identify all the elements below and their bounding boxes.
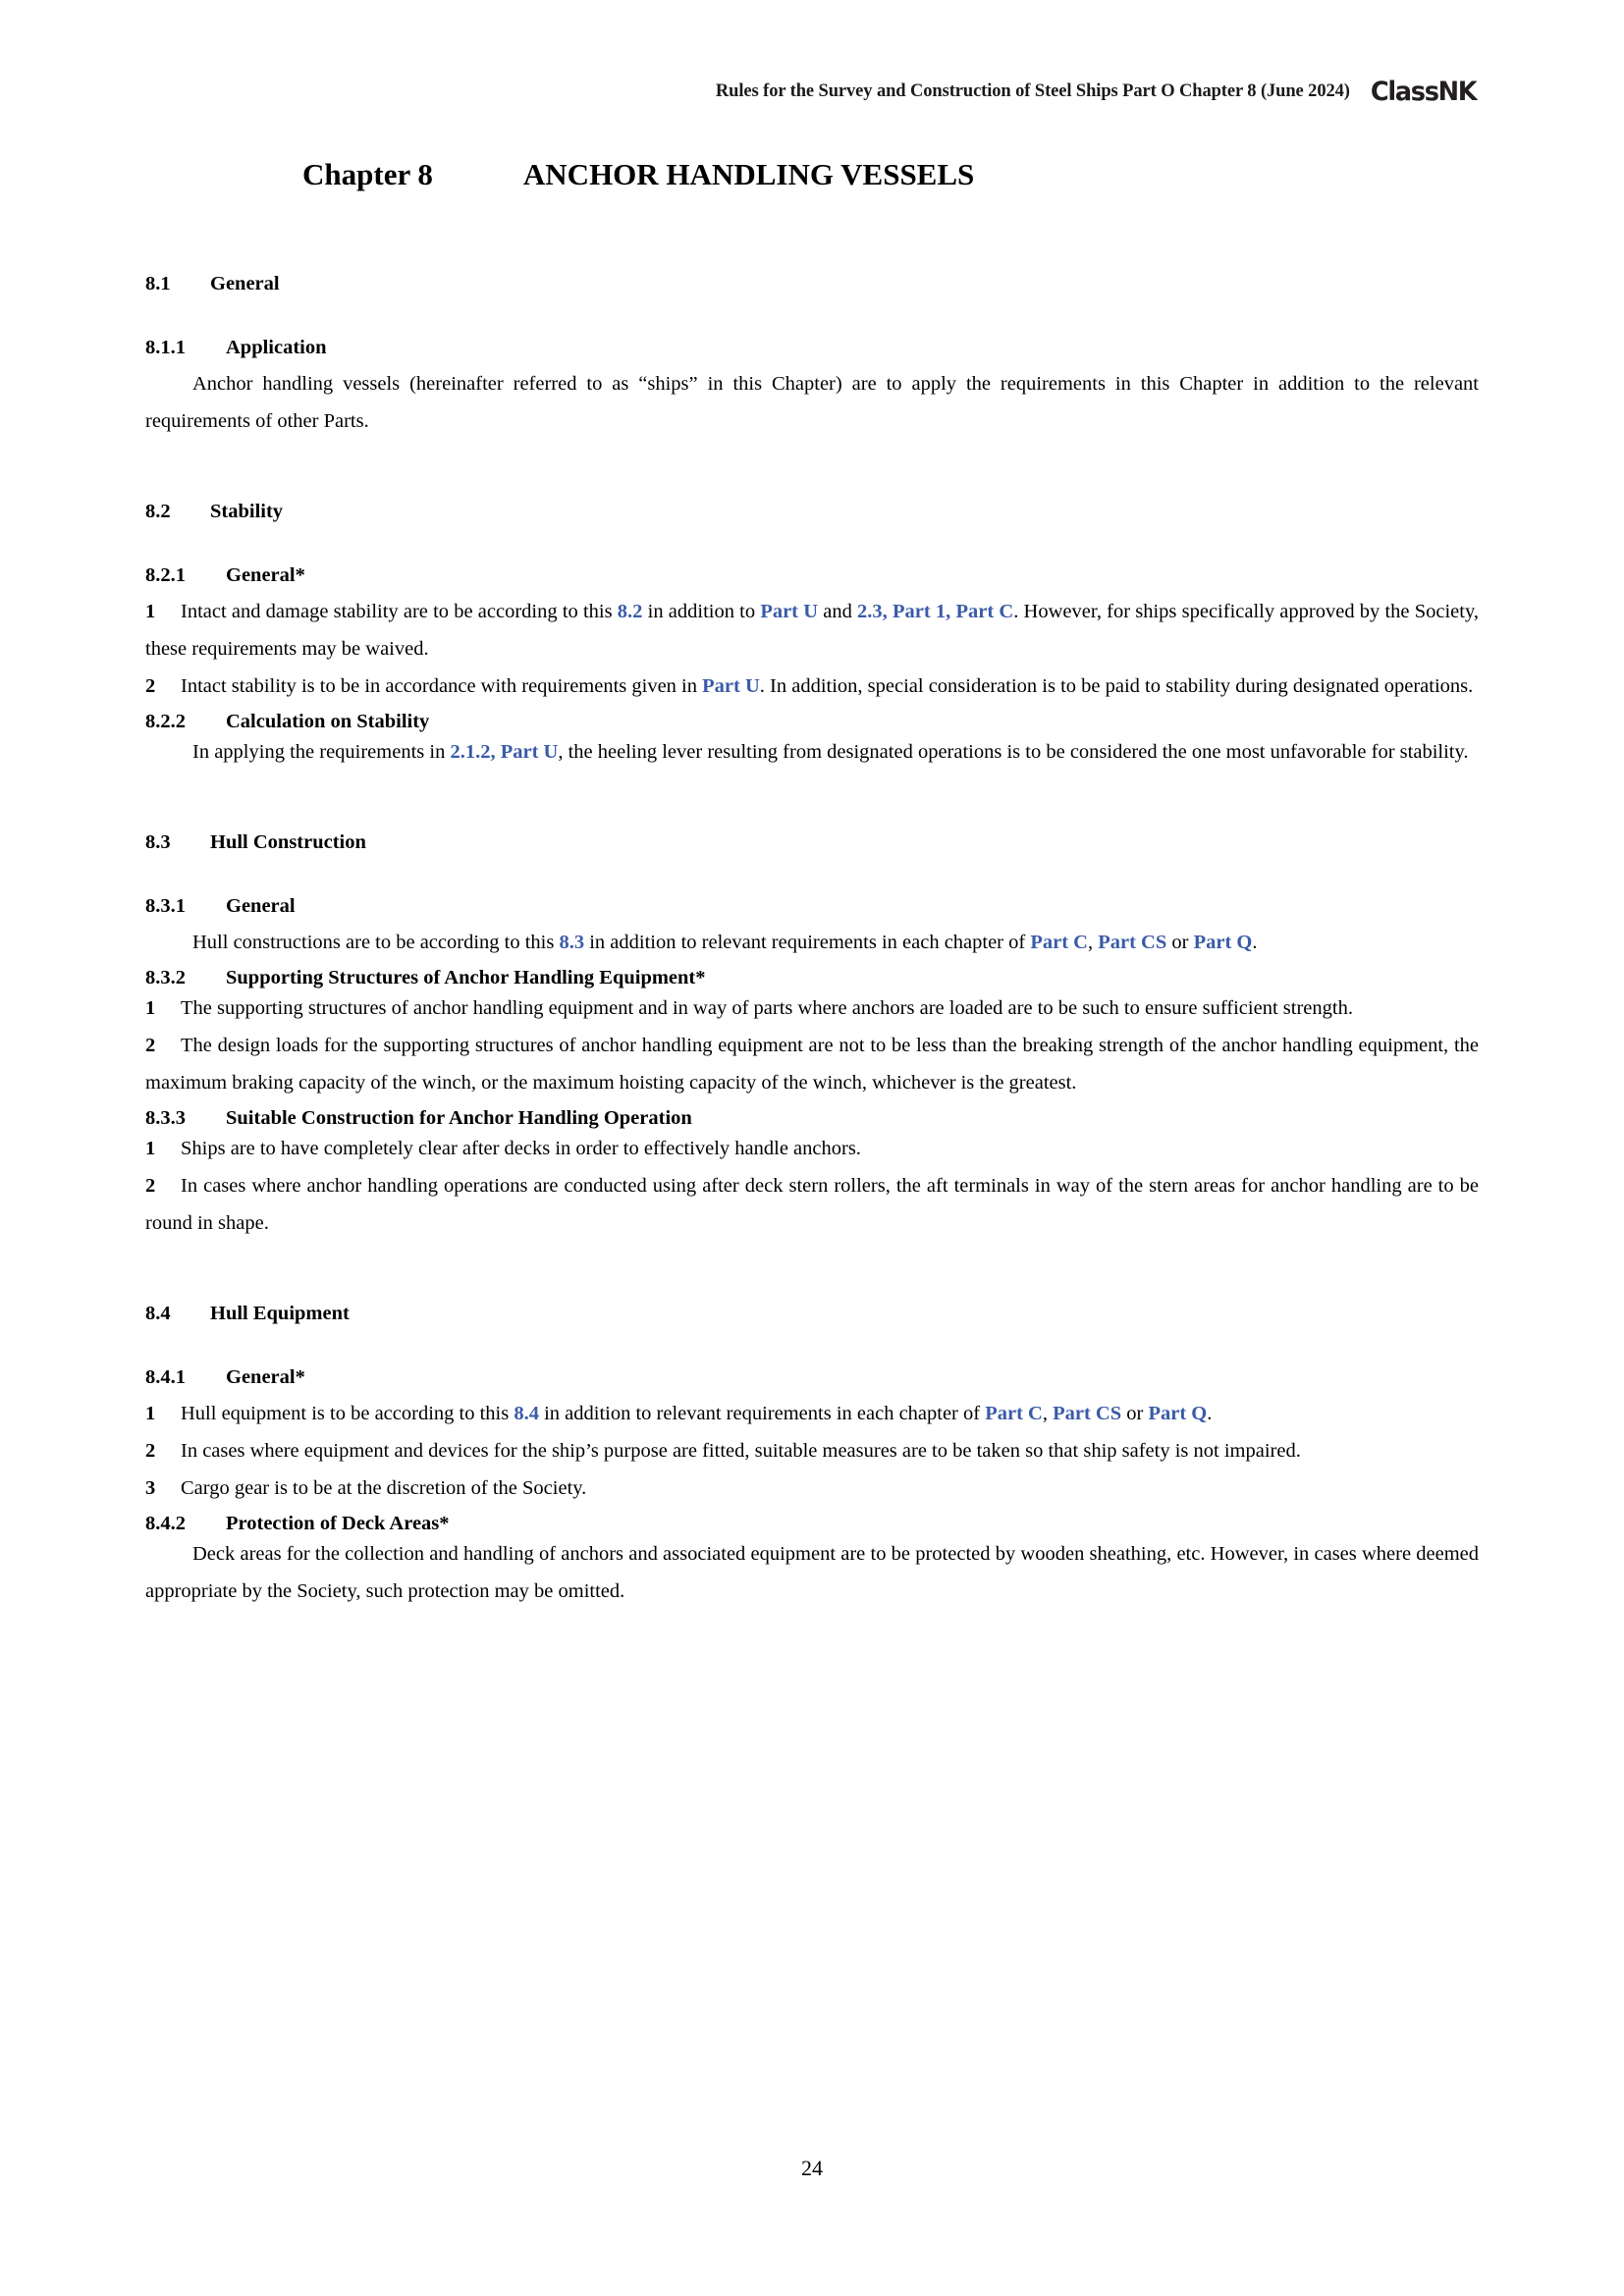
section-heading-8-3 <box>145 831 1479 854</box>
section-title: General* <box>226 1366 305 1388</box>
section-number: 8.4.2 <box>145 1513 186 1534</box>
section-number: 8.2.1 <box>145 564 186 586</box>
paragraph-text: The supporting structures of anchor handling equipment and in way of parts where anchors are loaded are to be such to ensure sufficient strength. <box>181 997 1353 1019</box>
paragraph-text: , <box>1042 1403 1054 1424</box>
paragraph-text: . <box>1207 1403 1213 1424</box>
paragraph-text: In cases where anchor handling operations are conducted using after deck stern rollers, the aft terminals in way of the stern areas for anchor handling are to be round in shape. <box>145 1175 1479 1234</box>
chapter-name: ANCHOR HANDLING VESSELS <box>522 157 975 191</box>
section-number: 8.3.1 <box>145 895 186 917</box>
paragraph-8-1-1-body: Anchor handling vessels (hereinafter referred to as “ships” in this Chapter) are to apply the requirements in this Chapter in addition to the relevant requirements of other Parts. <box>145 373 1479 432</box>
paragraph-number: 1 <box>145 997 156 1019</box>
section-title: General <box>226 895 296 917</box>
cross-reference-link[interactable]: Part U <box>760 601 819 622</box>
classnk-logo: ClassNK <box>1370 77 1477 107</box>
cross-reference-link[interactable]: Part C <box>985 1403 1043 1424</box>
section-title: Protection of Deck Areas* <box>226 1513 450 1534</box>
section-heading-8-3-1 <box>145 895 1479 918</box>
paragraph-number: 2 <box>145 675 156 697</box>
paragraph-8-4-2-body: Deck areas for the collection and handling of anchors and associated equipment are to be protected by wooden sheathing, etc. However, in cases where deemed appropriate by the Society, such protection may be omitted. <box>145 1543 1479 1602</box>
section-title: General* <box>226 564 305 586</box>
paragraph-8-3-1-body <box>145 924 1479 961</box>
paragraph-number: 2 <box>145 1175 156 1197</box>
cross-reference-link[interactable]: Part Q <box>1193 932 1253 953</box>
section-heading-8-4-1 <box>145 1366 1479 1389</box>
paragraph-8-3-2-1 <box>145 989 1479 1027</box>
paragraph-text: Intact stability is to be in accordance with requirements given in <box>181 675 703 697</box>
section-heading-8-2-1 <box>145 564 1479 587</box>
paragraph-text: In applying the requirements in <box>192 741 451 763</box>
paragraph-text: The design loads for the supporting structures of anchor handling equipment are not to be less than the breaking strength of the anchor handling equipment, the maximum braking capacity of the winch, or the maximum hoisting capacity of the winch, whichever is the greatest. <box>145 1035 1479 1094</box>
paragraph-number: 2 <box>145 1035 156 1056</box>
paragraph-8-2-1-2 <box>145 667 1479 705</box>
cross-reference-link[interactable]: Part CS <box>1098 932 1167 953</box>
section-number: 8.2.2 <box>145 711 186 732</box>
paragraph-8-3-3-1 <box>145 1130 1479 1167</box>
section-number: 8.1 <box>145 273 171 294</box>
paragraph-text: Intact and damage stability are to be according to this <box>181 601 618 622</box>
paragraph-8-2-1-1 <box>145 593 1479 667</box>
paragraph-number: 3 <box>145 1477 156 1499</box>
paragraph-text: . <box>1252 932 1258 953</box>
paragraph-8-3-2-2 <box>145 1027 1479 1101</box>
running-header-text: Rules for the Survey and Construction of Steel Ships Part O Chapter 8 (June 2024) <box>715 81 1350 101</box>
section-heading-8-2-2 <box>145 711 1479 733</box>
paragraph-8-3-3-2 <box>145 1167 1479 1242</box>
section-heading-8-4 <box>145 1303 1479 1325</box>
section-number: 8.4 <box>145 1303 171 1324</box>
paragraph-text: in addition to relevant requirements in each chapter of <box>584 932 1031 953</box>
document-content <box>145 0 1479 1610</box>
cross-reference-link[interactable]: Part CS <box>1053 1403 1122 1424</box>
paragraph-text: Hull constructions are to be according to this <box>192 932 560 953</box>
section-title: Calculation on Stability <box>226 711 430 732</box>
paragraph-text: In cases where equipment and devices for the ship’s purpose are fitted, suitable measures are to be taken so that ship safety is not impaired. <box>181 1440 1301 1462</box>
section-number: 8.1.1 <box>145 337 186 358</box>
paragraph-text: and <box>818 601 858 622</box>
section-number: 8.3 <box>145 831 171 853</box>
cross-reference-link[interactable]: 8.2 <box>617 601 643 622</box>
paragraph-text: . However, for ships specifically approved by the Society, these requirements may be waived. <box>145 601 1480 660</box>
paragraph-text: . In addition, special consideration is to be paid to stability during designated operations. <box>759 675 1474 697</box>
cross-reference-link[interactable]: 8.4 <box>514 1403 539 1424</box>
paragraph-8-4-1-1 <box>145 1395 1479 1432</box>
section-number: 8.4.1 <box>145 1366 186 1388</box>
section-title: Stability <box>210 501 284 522</box>
section-title: Hull Construction <box>210 831 366 853</box>
section-heading-8-3-2 <box>145 967 1479 989</box>
cross-reference-link[interactable]: 8.3 <box>559 932 585 953</box>
paragraph-text: Hull equipment is to be according to this <box>181 1403 514 1424</box>
paragraph-text: Ships are to have completely clear after decks in order to effectively handle anchors. <box>181 1138 861 1159</box>
paragraph-8-4-1-3 <box>145 1469 1479 1507</box>
section-number: 8.2 <box>145 501 171 522</box>
section-heading-8-1-1 <box>145 337 1479 359</box>
cross-reference-link[interactable]: Part U <box>702 675 760 697</box>
paragraph-text: or <box>1121 1403 1149 1424</box>
paragraph-text: in addition to relevant requirements in each chapter of <box>538 1403 986 1424</box>
paragraph-text: or <box>1166 932 1194 953</box>
paragraph-number: 1 <box>145 1403 156 1424</box>
paragraph-8-4-1-2 <box>145 1432 1479 1469</box>
cross-reference-link[interactable]: 2.3, Part 1, Part C <box>857 601 1014 622</box>
paragraph-text: , the heeling lever resulting from designated operations is to be considered the one most unfavorable for stability. <box>558 741 1469 763</box>
paragraph-number: 1 <box>145 1138 156 1159</box>
page-title <box>145 157 1479 192</box>
section-heading-8-2 <box>145 501 1479 523</box>
section-heading-8-4-2 <box>145 1513 1479 1535</box>
section-heading-8-3-3 <box>145 1107 1479 1130</box>
section-title: Hull Equipment <box>210 1303 350 1324</box>
cross-reference-link[interactable]: 2.1.2, Part U <box>450 741 559 763</box>
paragraph-text: in addition to <box>642 601 761 622</box>
section-number: 8.3.2 <box>145 967 186 988</box>
footer-page-number: 24 <box>801 2156 823 2180</box>
cross-reference-link[interactable]: Part Q <box>1148 1403 1208 1424</box>
chapter-label: Chapter 8 <box>302 157 433 191</box>
paragraph-text: , <box>1087 932 1099 953</box>
section-heading-8-1 <box>145 273 1479 295</box>
section-title: Application <box>226 337 327 358</box>
paragraph-8-2-2-body <box>145 733 1479 771</box>
section-number: 8.3.3 <box>145 1107 186 1129</box>
section-title: Suitable Construction for Anchor Handling Operation <box>226 1107 692 1129</box>
paragraph-text: Cargo gear is to be at the discretion of the Society. <box>181 1477 587 1499</box>
paragraph-number: 2 <box>145 1440 156 1462</box>
cross-reference-link[interactable]: Part C <box>1030 932 1088 953</box>
section-title: General <box>210 273 280 294</box>
section-title: Supporting Structures of Anchor Handling Equipment* <box>226 967 706 988</box>
paragraph-number: 1 <box>145 601 156 622</box>
